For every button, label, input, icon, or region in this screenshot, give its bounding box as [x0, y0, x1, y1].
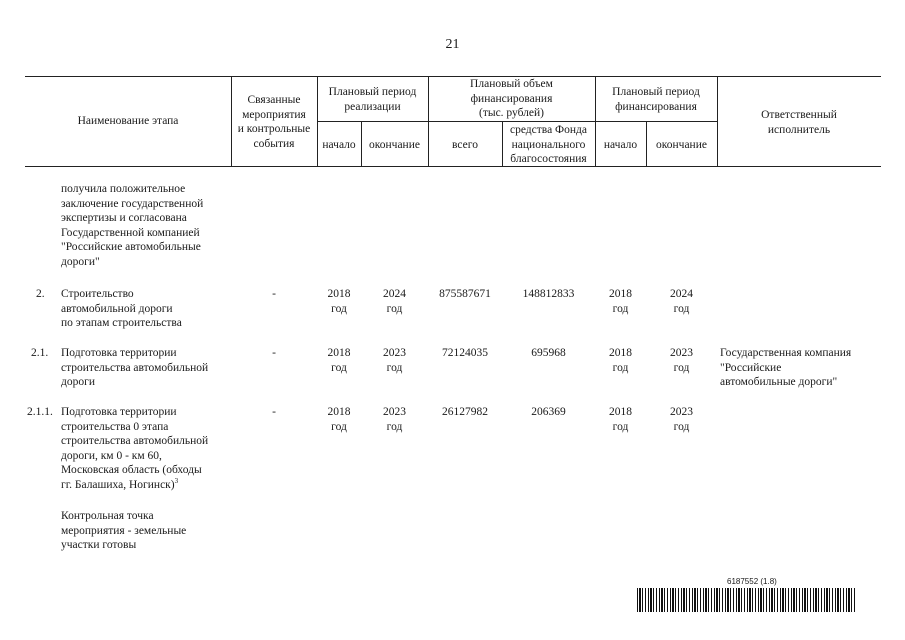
row-fin-start: 2018 год: [609, 406, 632, 433]
row-responsible: Государственная компания "Российские автомобильные дороги": [720, 347, 852, 388]
row-related: -: [272, 347, 276, 359]
subheader-rule-fin: [595, 121, 717, 122]
row-total: 875587671: [439, 288, 491, 300]
row-name-text: Подготовка территории строительства 0 этапа строительства автомобильной дороги, км 0 - км 60, Московская область (обходы гг. Балашиха, Ногинск): [61, 406, 209, 491]
header-start: начало: [322, 139, 356, 151]
continuation-text: получила положительное заключение государственной экспертизы и согласована Государственной компанией "Российские автомобильные дороги": [61, 183, 204, 268]
row-start: 2018 год: [327, 406, 351, 433]
row-number: 2.1.1.: [27, 406, 53, 418]
row-related: -: [272, 406, 276, 418]
row-start: 2018 год: [327, 288, 351, 315]
page-number: 21: [445, 37, 460, 52]
header-fin-start: начало: [603, 139, 638, 151]
row-fin-end: 2023 год: [670, 347, 693, 374]
header-plan-period-fin: Плановый период финансирования: [612, 86, 700, 113]
control-point-text: Контрольная точка мероприятия - земельные участки готовы: [61, 510, 187, 551]
row-name: [61, 405, 233, 492]
row-end: 2023 год: [383, 347, 406, 374]
header-bottom-rule: [25, 166, 881, 167]
row-number: 2.1.: [31, 347, 49, 359]
subheader-rule-volume: [428, 121, 595, 122]
row-fin-end: 2024 год: [670, 288, 693, 315]
row-name: Строительство автомобильной дороги по этапам строительства: [61, 288, 182, 329]
header-fund: средства Фонда национального благосостояния: [510, 124, 587, 165]
barcode: [637, 588, 857, 612]
row-fund: 695968: [531, 347, 566, 359]
header-responsible: Ответственный исполнитель: [761, 109, 837, 136]
header-plan-volume: Плановый объем финансирования (тыс. рублей): [470, 78, 553, 119]
row-end: 2024 год: [383, 288, 406, 315]
row-name: Подготовка территории строительства автомобильной дороги: [61, 347, 209, 388]
header-fin-end: окончание: [656, 139, 707, 151]
row-end: 2023 год: [383, 406, 406, 433]
row-fund: 148812833: [522, 288, 575, 300]
row-fin-start: 2018 год: [609, 288, 632, 315]
footnote-marker: 3: [174, 476, 179, 485]
row-fin-end: 2023 год: [670, 406, 693, 433]
row-total: 72124035: [442, 347, 488, 359]
row-fund: 206369: [531, 406, 566, 418]
header-related-events: Связанные мероприятия и контрольные события: [237, 94, 311, 150]
header-stage-name: Наименование этапа: [77, 115, 179, 127]
subheader-rule-period: [317, 121, 428, 122]
row-fin-start: 2018 год: [609, 347, 632, 374]
row-start: 2018 год: [327, 347, 351, 374]
header-total: всего: [452, 139, 478, 151]
barcode-caption: 6187552 (1.8): [727, 577, 777, 586]
row-number: 2.: [36, 288, 45, 300]
row-total: 26127982: [442, 406, 488, 418]
header-end: окончание: [369, 139, 420, 151]
row-related: -: [272, 288, 276, 300]
header-plan-period-impl: Плановый период реализации: [328, 86, 417, 113]
